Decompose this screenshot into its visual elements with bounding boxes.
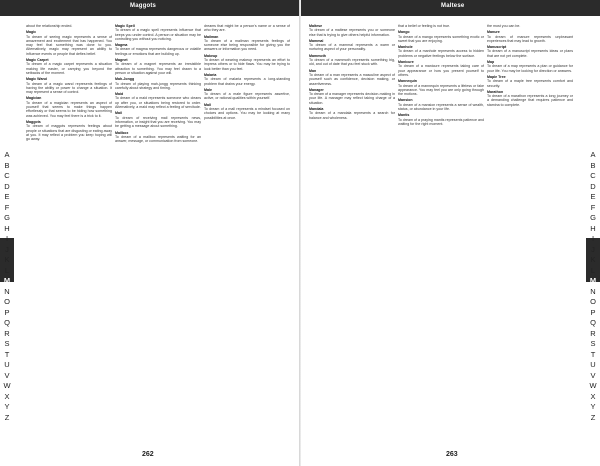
index-letter-p: P xyxy=(4,307,10,317)
index-letter-y: Y xyxy=(4,402,10,411)
dictionary-entry xyxy=(204,54,290,71)
dictionary-entry xyxy=(398,113,484,126)
entry-term: Mammoth xyxy=(309,53,326,58)
text-column xyxy=(26,24,112,444)
entry-text: To dream of maggots represents feelings about people or situations that are disgusting or eating away at you. It may reflect a problem you keep hoping will go away. xyxy=(26,124,112,142)
index-letter-m: M xyxy=(3,276,11,285)
entry-text: To dream of a mall represents a mindset focused on choices and options. You may be looking at many possibilities at once. xyxy=(204,107,290,120)
entry-text: To dream of playing mah-jongg represents thinking carefully about strategy and timing. xyxy=(115,81,201,90)
entry-term: Magic Wand xyxy=(26,77,47,82)
entry-term: Mansion xyxy=(398,98,413,103)
index-letter-p: P xyxy=(590,307,596,317)
dictionary-entry xyxy=(398,30,484,43)
index-letter-n: N xyxy=(4,286,10,296)
entry-text: To dream of a marathon represents a long journey or a demanding challenge that requires patience and stamina to complete. xyxy=(487,94,573,107)
text-column xyxy=(115,24,201,444)
entry-text: To dream of a maple tree represents comfort and security. xyxy=(487,79,573,88)
entry-text: To dream of a magician represents an aspect of yourself that seems to make things happen effortlessly or that seems to be hiding how something was achieved. You may feel there is a trick to it. xyxy=(26,100,112,118)
entry-term: Mandala xyxy=(309,107,324,112)
dictionary-entry xyxy=(398,45,484,58)
index-letter-o: O xyxy=(4,297,10,306)
text-column xyxy=(309,24,395,444)
entry-term: Mailman xyxy=(204,34,219,39)
dictionary-entry xyxy=(115,111,201,128)
entry-term: Magic Spell xyxy=(115,24,135,28)
entry-term: Magnet xyxy=(115,58,128,63)
dictionary-entry xyxy=(204,103,290,120)
entry-text: To dream of a mammal represents a warm or nurturing aspect of your personality. xyxy=(309,43,395,52)
dictionary-entry xyxy=(26,120,112,141)
entry-term: Manure xyxy=(487,30,500,35)
entry-text: To dream of manure represents unpleasant experiences that may lead to growth. xyxy=(487,34,573,43)
left-columns xyxy=(26,24,291,444)
right-alphabet-index xyxy=(586,150,600,423)
dictionary-entry xyxy=(309,88,395,105)
index-letter-d: D xyxy=(590,181,596,191)
entry-term: Maltese xyxy=(309,24,323,28)
index-letter-u: U xyxy=(590,360,596,369)
entry-term: Mah-Jongg xyxy=(115,77,135,82)
left-page-number: 262 xyxy=(142,451,154,458)
index-letter-v: V xyxy=(590,370,596,380)
dictionary-entry xyxy=(204,24,290,33)
entry-text: about the relationship ended. xyxy=(26,24,73,28)
index-letter-s: S xyxy=(590,339,596,348)
index-letter-o: O xyxy=(590,297,596,306)
dictionary-entry xyxy=(309,39,395,52)
dictionary-entry xyxy=(487,75,573,88)
index-letter-g: G xyxy=(590,213,596,222)
entry-text: To dream of a maltese represents you or someone else that is trying to give others helpful information. xyxy=(309,28,395,37)
text-column xyxy=(204,24,290,444)
index-letter-q: Q xyxy=(4,318,10,327)
entry-term: Manager xyxy=(309,87,324,92)
entry-text: To dream of a manicure represents taking care of your appearance or how you present yourself to others. xyxy=(398,64,484,77)
entry-text: To dream of a magnet represents an irresistible attraction to something. You may feel drawn to a person or situation against your will. xyxy=(115,62,201,75)
entry-text: To dream of magma represents dangerous or volatile feelings or emotions that are building up. xyxy=(115,47,201,56)
index-letter-r: R xyxy=(4,328,10,338)
entry-text: To dream of a mailman represents feelings of someone else being responsible for giving you the answers or information you need. xyxy=(204,38,290,52)
index-letter-t: T xyxy=(590,349,596,359)
dictionary-entry xyxy=(204,88,290,101)
index-letter-t: T xyxy=(4,349,10,359)
index-letter-w: W xyxy=(3,381,11,390)
index-letter-b: B xyxy=(590,160,596,170)
entry-term: Manuscript xyxy=(487,45,507,50)
dictionary-entry xyxy=(309,107,395,120)
right-page-number: 263 xyxy=(446,451,458,458)
dictionary-entry xyxy=(26,77,112,94)
entry-term: Magma xyxy=(115,43,128,48)
right-header-title: Maltese xyxy=(441,3,465,9)
index-letter-r: R xyxy=(590,328,596,338)
index-letter-i: I xyxy=(5,234,9,243)
index-letter-i: I xyxy=(591,234,595,243)
index-letter-e: E xyxy=(4,192,10,201)
dictionary-entry xyxy=(26,58,112,75)
entry-text: To dream of a manuscript represents ideas or plans that are not yet complete. xyxy=(487,49,573,58)
index-letter-c: C xyxy=(4,171,10,180)
dictionary-entry xyxy=(115,58,201,75)
text-column xyxy=(398,24,484,444)
index-letter-s: S xyxy=(4,339,10,348)
entry-term: Magic Carpet xyxy=(26,58,49,63)
entry-term: Mammal xyxy=(309,38,324,43)
entry-term: Maggots xyxy=(26,119,41,124)
entry-text: To dream of a map represents a plan or guidance for your life. You may be looking for direction or answers. xyxy=(487,64,573,73)
entry-term: Male xyxy=(204,87,212,92)
index-letter-m: M xyxy=(589,276,597,285)
entry-text: that a belief or feeling is not true. xyxy=(398,24,451,28)
left-header-title: Maggots xyxy=(130,3,157,9)
right-page-header xyxy=(301,0,600,16)
index-letter-h: H xyxy=(590,223,596,233)
index-letter-e: E xyxy=(590,192,596,201)
index-letter-l: L xyxy=(4,265,10,275)
dictionary-entry xyxy=(398,60,484,77)
index-letter-j: J xyxy=(5,244,9,254)
entry-text: To dream of a manhole represents access to hidden problems or negative feelings below the surface. xyxy=(398,49,484,58)
entry-text: To dream of a mansion represents a sense of wealth, status, or abundance in your life. xyxy=(398,102,484,112)
entry-text: To dream of a mandala represents a search for balance and wholeness. xyxy=(309,111,395,120)
entry-text: To dream of a magic carpet represents a situation making life easier, or carrying you beyond the setbacks of the moment. xyxy=(26,62,112,75)
dictionary-entry xyxy=(487,24,573,28)
entry-term: Mantis xyxy=(398,113,410,118)
entry-text: To dream of a mango represents something exotic or sweet that you are enjoying. xyxy=(398,34,484,43)
entry-text: To dream of a praying mantis represents patience and waiting for the right moment. xyxy=(398,117,484,126)
index-letter-c: C xyxy=(590,171,596,180)
entry-term: Mannequin xyxy=(398,79,417,84)
dictionary-entry xyxy=(115,77,201,90)
entry-text: the most you can be. xyxy=(487,24,521,28)
dictionary-entry xyxy=(115,92,201,109)
index-letter-h: H xyxy=(4,223,10,233)
entry-text: To dream of a mammoth represents something big, old, and out of date that you feel stuck with. xyxy=(309,58,395,67)
index-letter-u: U xyxy=(4,360,10,369)
dictionary-entry xyxy=(26,30,112,56)
index-letter-f: F xyxy=(590,202,596,212)
right-columns xyxy=(309,24,574,444)
entry-text: To dream of a mailbox represents waiting for an answer, message, or communication from someone. xyxy=(115,134,201,144)
entry-text: To dream of a magic spell represents influence that keeps you under control. A person or situation may be controlling you without you noticing. xyxy=(115,28,201,41)
text-column xyxy=(487,24,573,444)
entry-term: Malaria xyxy=(204,72,217,77)
entry-term: Makeup xyxy=(204,53,218,58)
dictionary-entry xyxy=(115,131,201,144)
entry-text: To dream of malaria represents a long-standing problem that drains your energy. xyxy=(204,77,290,86)
entry-text: To dream of a maid represents someone who cleans up after you, or situations being restored to order. Alternatively, a maid may reflect a feeling of servitude. xyxy=(115,96,201,110)
dictionary-entry xyxy=(398,79,484,96)
dictionary-entry xyxy=(309,24,395,37)
dictionary-entry xyxy=(115,24,201,41)
entry-term: Manhole xyxy=(398,45,413,50)
entry-text: To dream of seeing magic represents a sense of amazement and excitement that has happened. You may feel that something was done to you. Alternatively, magic may represent an ability to influence events or people that defies belief. xyxy=(26,34,112,56)
index-letter-k: K xyxy=(4,255,10,264)
index-letter-q: Q xyxy=(590,318,596,327)
entry-text: To dream of a magic wand represents feelings of having the ability or power to change a situation. It may represent a sense of control. xyxy=(26,81,112,95)
left-alphabet-index xyxy=(0,150,14,423)
index-letter-n: N xyxy=(590,286,596,296)
index-letter-j: J xyxy=(591,244,595,254)
entry-term: Maid xyxy=(115,92,124,97)
dictionary-entry xyxy=(26,24,112,28)
index-letter-b: B xyxy=(4,160,10,170)
dictionary-entry xyxy=(398,24,484,28)
index-letter-y: Y xyxy=(590,402,596,411)
dictionary-entry xyxy=(309,69,395,86)
dictionary-entry xyxy=(487,30,573,43)
index-letter-z: Z xyxy=(4,412,10,422)
index-letter-d: D xyxy=(4,181,10,191)
entry-term: Mall xyxy=(204,102,211,107)
entry-term: Magic xyxy=(26,30,37,35)
entry-text: To dream of a man represents a masculine aspect of yourself such as confidence, decision making, or assertiveness. xyxy=(309,72,395,86)
index-letter-k: K xyxy=(590,255,596,264)
index-letter-g: G xyxy=(4,213,10,222)
entry-term: Map xyxy=(487,60,495,65)
entry-term: Maple Tree xyxy=(487,74,506,79)
index-letter-z: Z xyxy=(590,412,596,422)
index-letter-a: A xyxy=(4,150,10,159)
entry-term: Man xyxy=(309,68,317,73)
left-page xyxy=(0,0,299,466)
right-page xyxy=(301,0,600,466)
dictionary-entry xyxy=(487,45,573,58)
index-letter-v: V xyxy=(4,370,10,380)
dictionary-entry xyxy=(398,98,484,111)
dictionary-entry xyxy=(487,90,573,107)
dictionary-entry xyxy=(309,54,395,67)
dictionary-entry xyxy=(115,43,201,56)
entry-text: To dream of a male figure represents assertive, active, or rational qualities within yourself. xyxy=(204,92,290,101)
entry-term: Mailbox xyxy=(115,130,129,135)
dictionary-entry xyxy=(204,35,290,52)
index-letter-l: L xyxy=(590,265,596,275)
index-letter-x: X xyxy=(590,391,596,401)
dictionary-entry xyxy=(204,73,290,86)
left-page-header xyxy=(0,0,299,16)
index-letter-x: X xyxy=(4,391,10,401)
entry-text: To dream of receiving mail represents news, information, or insight that you are receiving. You may be getting a message about something. xyxy=(115,115,201,129)
dictionary-entry xyxy=(26,96,112,117)
entry-text: dreams that might be a person's name or a sense of who they are. xyxy=(204,24,290,33)
entry-term: Mango xyxy=(398,30,410,35)
entry-term: Magician xyxy=(26,96,42,101)
index-letter-a: A xyxy=(590,150,596,159)
index-letter-f: F xyxy=(4,202,10,212)
entry-text: To dream of a manager represents decision-making in your life. A manager may reflect taking charge of a situation. xyxy=(309,92,395,105)
entry-term: Marathon xyxy=(487,89,504,94)
index-letter-w: W xyxy=(589,381,597,390)
entry-text: To dream of wearing makeup represents an effort to impress others or to hide flaws. You may be trying to look better than you feel. xyxy=(204,58,290,71)
entry-term: Mail xyxy=(115,111,122,116)
entry-term: Manicure xyxy=(398,60,414,65)
entry-text: To dream of a mannequin represents a lifeless or fake appearance. You may feel you are only going through the motions. xyxy=(398,83,484,97)
dictionary-entry xyxy=(487,60,573,73)
